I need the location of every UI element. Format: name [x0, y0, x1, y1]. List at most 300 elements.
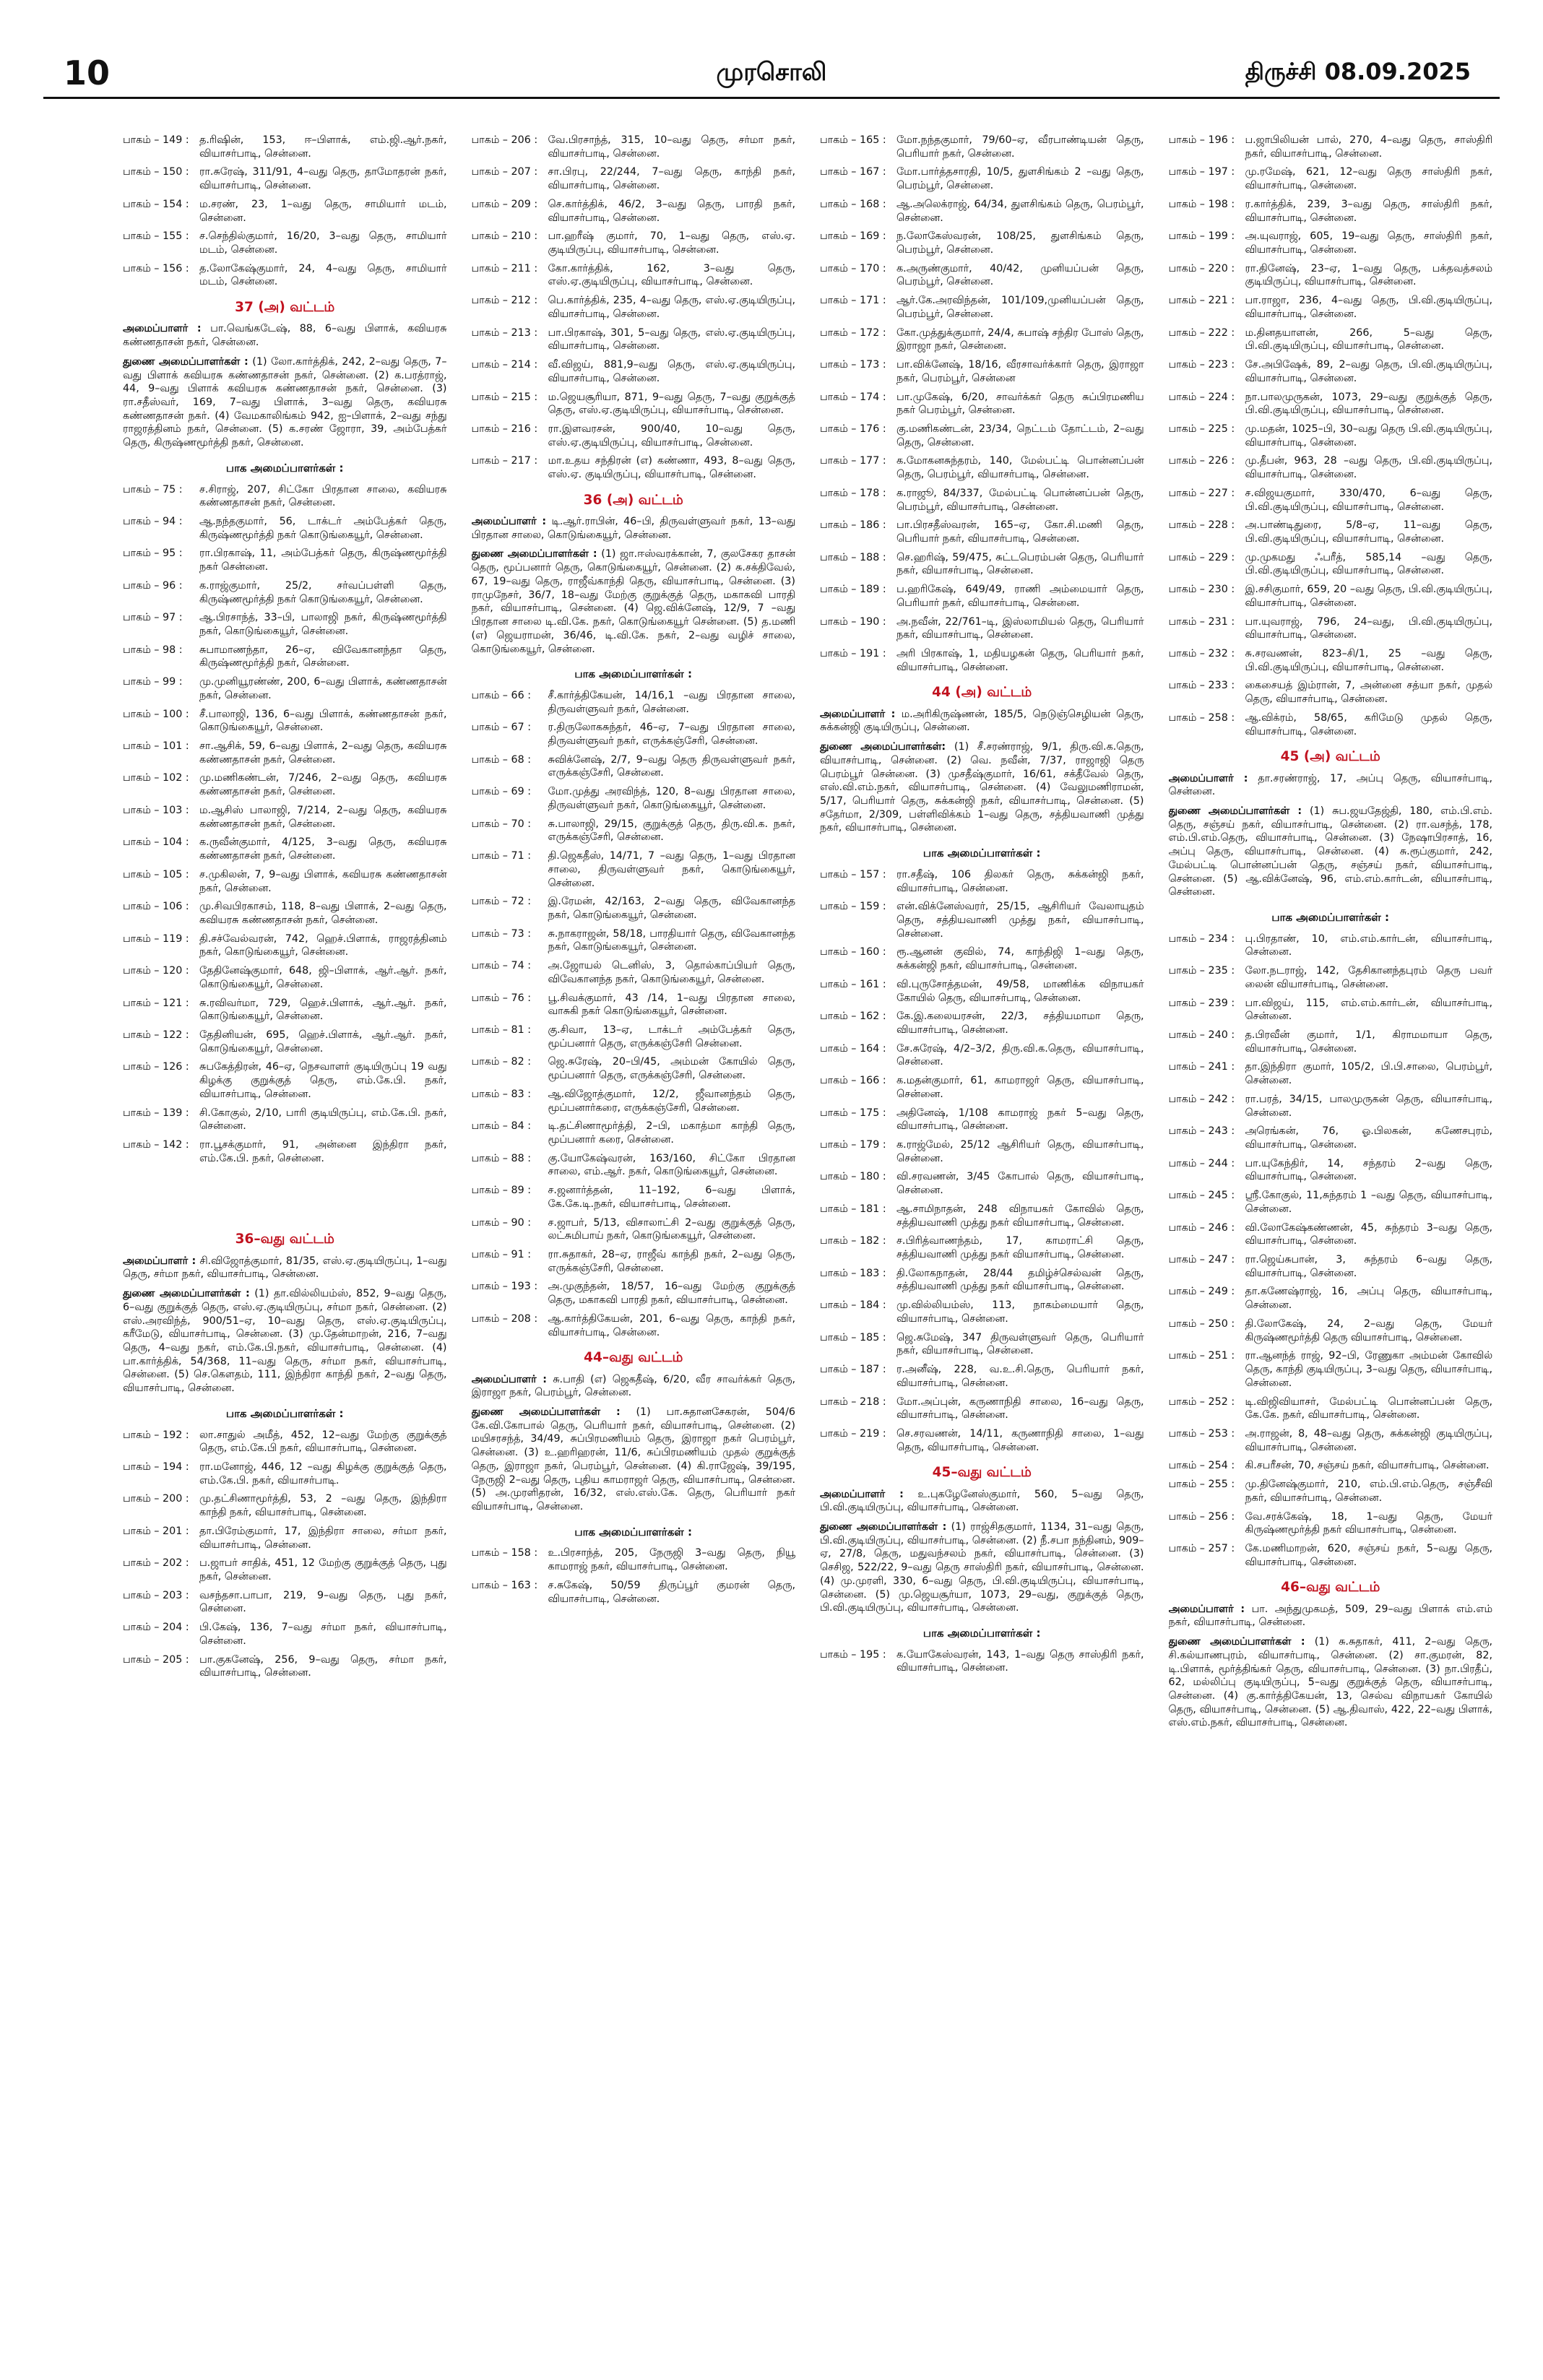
columns: [123, 134, 1492, 2358]
list-item: [123, 1653, 447, 1680]
deputy-organizers: துணை அமைப்பாளர்கள் : (1) ஜா.ஈஸ்வரக்கான், 7, குலசேகர தாசன் தெரு, மூப்பனார் தெரு, கொடுங்கையூர், சென்னை. (2) சு.சக்திவேல், 67, 19–வது தெரு, ராஜீவ்காந்தி தெரு, வியாசர்பாடி, சென்னை. (3) ராமுநேசர், 36/7, 18–வது மேற்கு குறுக்குத் தெரு, மகாகவி பாரதி நகர், வியாசர்பாடி, சென்னை. (4) ஜெ.விக்னேஷ், 12/9, 7 –வது பிரதான சாலை டி.வி.கே. நகர், கொடுங்கையூர் சென்னை. (5) த.மணி (எ) ஜெயராமன், 36/46, டி.வி.கே. நகர், 2–வது வழிச் சாலை, கொடுங்கையூர், சென்னை.: [471, 548, 795, 655]
list-item: [1169, 1253, 1493, 1280]
part-number: பாகம் – 188 :: [820, 551, 886, 563]
member-details: இ.ரேமன், 42/163, 2–வது தெரு, விவேகானந்த நகர், கொடுங்கையூர், சென்னை.: [548, 896, 795, 921]
part-number: பாகம் – 195 :: [820, 1648, 886, 1661]
listing: [472, 1546, 796, 1606]
member-details: பா.முகேஷ், 6/20, சாவர்க்கர் தெரு சுப்பிரமணிய நகர் பெரம்பூர், சென்னை.: [896, 391, 1144, 417]
part-number: பாகம் – 84 :: [471, 1120, 532, 1133]
member-details: ஜெ.சுமேஷ், 347 திருவள்ளுவர் தெரு, பெரியார் நகர், வியாசர்பாடி, சென்னை.: [896, 1331, 1144, 1357]
part-number: பாகம் – 167 :: [820, 166, 886, 178]
member-details: மு.வில்லியம்ஸ், 113, நாகம்மையார் தெரு, வியாசர்பாடி, சென்னை.: [896, 1299, 1144, 1325]
organizer: அமைப்பாளர் : டி.ஆர்.ராபின், 46–பி, திருவள்ளுவர் நகர், 13–வது பிரதான சாலை, கொடுங்கையூர், சென்னை.: [471, 516, 795, 541]
part-number: பாகம் – 139 :: [123, 1107, 189, 1119]
part-number: பாகம் – 95 :: [123, 548, 183, 560]
part-number: பாகம் – 96 :: [123, 579, 183, 592]
list-item: [1169, 1157, 1493, 1184]
part-number: பாகம் – 165 :: [820, 134, 886, 146]
list-item: [123, 1461, 447, 1487]
part-number: பாகம் – 66 :: [471, 689, 532, 701]
list-item: [820, 868, 1144, 895]
deputy-organizers: துணை அமைப்பாளர்கள் : (1) சுப.ஜயதேஜ்தி, 180, எம்.பி.எம். தெரு, சஞ்சய் நகர், வியாசர்பாடி, சென்னை. (2) ரா.வசந்த், 178, எம்.பி.எம்.தெரு, வியாசர்பாடி, சென்னை. (3) நேஷாபிரசாத், 16, அப்பு தெரு, வியாசர்பாடி, சென்னை. (4) சு.ரூப்குமார், 242, மேல்பட்டி பொன்னப்பன் தெரு, சஞ்சய் நகர், வியாசர்பாடி, சென்னை. (5) ஆ.விக்னேஷ், 96, எம்.எம்.கார்டன், வியாசர்பாடி, சென்னை.: [1168, 805, 1492, 899]
member-details: கு.யோகேஷ்வரன், 163/160, சிட்கோ பிரதான சாலை, எம்.ஆர். நகர், கொடுங்கையூர், சென்னை.: [548, 1152, 795, 1178]
member-details: தா.பிரேம்குமார், 17, இந்திரா சாலை, சர்மா நகர், வியாசர்பாடி, சென்னை.: [199, 1525, 447, 1551]
member-details: சா.பிரபு, 22/244, 7–வது தெரு, காந்தி நகர், வியாசர்பாடி, சென்னை.: [548, 166, 795, 192]
list-item: [123, 997, 447, 1024]
part-number: பாகம் – 181 :: [820, 1203, 886, 1215]
part-number: பாகம் – 207 :: [471, 166, 538, 178]
list-item: [820, 647, 1144, 674]
listing: [820, 134, 1144, 674]
member-details: ச.சுகேஷ், 50/59 திருப்பூர் குமரன் தெரு, வியாசர்பாடி, சென்னை.: [548, 1579, 795, 1605]
list-item: [472, 1216, 796, 1243]
part-number: பாகம் – 208 :: [471, 1312, 538, 1325]
member-details: ர.கார்த்திக், 239, 3–வது தெரு, சாஸ்திரி நகர், வியாசர்பாடி, சென்னை.: [1245, 198, 1492, 224]
member-details: கி.சபரீசன், 70, சஞ்சய் நகர், வியாசர்பாடி, சென்னை.: [1245, 1460, 1490, 1472]
list-item: [472, 959, 796, 986]
part-number: பாகம் – 99 :: [123, 676, 183, 688]
part-number: பாகம் – 90 :: [471, 1216, 532, 1229]
organizer: அமைப்பாளர் : பா.வெங்கடேஷ், 88, 6–வது பிளாக், கவியரசு கண்ணதாசன் நகர், சென்னை.: [123, 323, 447, 349]
member-details: சே.அபிஷேக், 89, 2–வது தெரு, பி.வி.குடியிருப்பு, வியாசர்பாடி, சென்னை.: [1245, 359, 1492, 384]
list-item: [820, 358, 1144, 385]
list-item: [472, 1248, 796, 1275]
part-number: பாகம் – 229 :: [1168, 551, 1235, 563]
list-item: [123, 1621, 447, 1648]
list-item: [1169, 1459, 1493, 1473]
list-item: [820, 391, 1144, 417]
part-number: பாகம் – 219 :: [820, 1427, 886, 1440]
member-details: பா.யுகேந்திர், 14, சந்தரம் 2–வது தெரு, வியாசர்பாடி, சென்னை.: [1245, 1157, 1492, 1183]
part-number: பாகம் – 70 :: [471, 818, 532, 830]
member-details: சு.நாகராஜன், 58/18, பாரதியார் தெரு, விவேகானந்த நகர், கொடுங்கையூர், சென்னை.: [548, 927, 795, 953]
list-item: [123, 198, 447, 225]
member-details: கைசையத் இம்ரான், 7, அன்னை சத்யா நகர், முதல் தெரு, வியாசர்பாடி, சென்னை.: [1245, 680, 1492, 706]
list-item: [1169, 519, 1493, 545]
member-details: மு.தட்சிணாமூர்த்தி, 53, 2 –வது தெரு, இந்திரா காந்தி நகர், வியாசர்பாடி, சென்னை.: [199, 1493, 447, 1519]
member-details: ச.விஜயகுமார், 330/470, 6–வது தெரு, பி.வி.குடியிருப்பு, வியாசர்பாடி, சென்னை.: [1245, 487, 1492, 513]
list-item: [472, 326, 796, 353]
list-item: [472, 1088, 796, 1115]
listing: [472, 134, 796, 482]
list-item: [123, 708, 447, 735]
list-item: [1169, 615, 1493, 642]
member-details: ச.சிராஜ், 207, சிட்கோ பிரதான சாலை, கவியரசு கண்ணதாசன் நகர், சென்னை.: [199, 483, 447, 509]
list-item: [820, 1395, 1144, 1422]
member-details: ரா.ஆனந்த் ராஜ், 92–பி, ரேணுகா அம்மன் கோவில் தெரு, காந்தி குடியிருப்பு, 3–வது தெரு, வியாசர்பாடி, சென்னை.: [1245, 1350, 1492, 1389]
part-number: பாகம் – 81 :: [471, 1024, 532, 1036]
list-item: [820, 1427, 1144, 1454]
part-number: பாகம் – 122 :: [123, 1029, 189, 1041]
part-number: பாகம் – 215 :: [471, 391, 538, 403]
member-details: தி.லோகேஷ், 24, 2–வது தெரு, மேயர் கிருஷ்ணமூர்த்தி தெரு வியாசர்பாடி, சென்னை.: [1245, 1317, 1492, 1343]
list-item: [472, 423, 796, 449]
listing: [1169, 134, 1493, 738]
list-item: [123, 964, 447, 991]
part-number: பாகம் – 159 :: [820, 901, 886, 913]
member-details: ஆ.நந்தகுமார், 56, டாக்டர் அம்பேத்கர் தெரு, கிருஷ்ணமூர்த்தி நகர் கொடுங்கையூர், சென்னை.: [199, 515, 447, 541]
member-details: தேதினியன், 695, ஹெச்.பிளாக், ஆர்.ஆர். நகர், கொடுங்கையூர், சென்னை.: [199, 1029, 447, 1055]
member-details: க.அருண்குமார், 40/42, முனியப்பன் தெரு, பெரம்பூர், சென்னை.: [896, 262, 1144, 288]
part-number: பாகம் – 187 :: [820, 1364, 886, 1376]
part-number: பாகம் – 74 :: [471, 960, 532, 972]
part-number: பாகம் – 67 :: [471, 722, 532, 734]
member-details: தா.கணேஷ்ராஜ், 16, அப்பு தெரு, வியாசர்பாடி, சென்னை.: [1245, 1286, 1492, 1312]
member-details: த.பிரவீன் குமார், 1/1, கிராமமாயா தெரு, வியாசர்பாடி, சென்னை.: [1245, 1029, 1492, 1055]
member-details: ஆ.சாமிநாதன், 248 விநாயகர் கோவில் தெரு, சத்தியவாணி முத்து நகர் வியாசர்பாடி, சென்னை.: [896, 1203, 1144, 1229]
part-number: பாகம் – 156 :: [123, 262, 189, 274]
member-details: சா.ஆசிக், 59, 6–வது பிளாக், 2–வது தெரு, கவியரசு கண்ணதாசன் நகர், சென்னை.: [199, 740, 447, 766]
list-item: [123, 134, 447, 160]
part-number: பாகம் – 68 :: [471, 753, 532, 766]
part-number: பாகம் – 253 :: [1168, 1427, 1235, 1440]
list-item: [472, 1579, 796, 1606]
section-subheading: பாக அமைப்பாளர்கள் :: [574, 667, 693, 681]
organizer: அமைப்பாளர் : சி.விஜோத்குமார், 81/35, எஸ்.ஏ.குடியிருப்பு, 1–வது தெரு, சர்மா நகர், வியாசர்பாடி, சென்னை.: [123, 1255, 447, 1281]
listing: [820, 868, 1144, 1455]
organizer: அமைப்பாளர் : தா.சரண்ராஜ், 17, அப்பு தெரு, வியாசர்பாடி, சென்னை.: [1168, 772, 1492, 798]
list-item: [123, 1429, 447, 1455]
list-item: [1169, 1221, 1493, 1248]
part-number: பாகம் – 203 :: [123, 1589, 189, 1601]
member-details: டி.விஜிவியாசர், மேல்பட்டி பொன்னப்பன் தெரு, கே.கே. நகர், வியாசர்பாடி, சென்னை.: [1245, 1395, 1492, 1421]
member-details: ஆ.பிரசாந்த், 33–பி, பாலாஜி நகர், கிருஷ்ணமூர்த்தி நகர், கொடுங்கையூர், சென்னை.: [199, 612, 447, 637]
member-details: க.ராஜூ, 84/337, மேல்பட்டி பொன்னப்பன் தெரு, பெரம்பூர், வியாசர்பாடி, சென்னை.: [896, 487, 1144, 513]
part-number: பாகம் – 98 :: [123, 644, 183, 656]
part-number: பாகம் – 239 :: [1168, 997, 1235, 1009]
member-details: ரா.இளவரசன், 900/40, 10–வது தெரு, எஸ்.ஏ.குடியிருப்பு, வியாசர்பாடி, சென்னை.: [548, 423, 795, 449]
list-item: [123, 868, 447, 895]
ward-heading: 46–வது வட்டம்: [1281, 1580, 1380, 1596]
part-number: பாகம் – 206 :: [471, 134, 538, 146]
part-number: பாகம் – 212 :: [471, 295, 538, 307]
part-number: பாகம் – 170 :: [820, 262, 886, 274]
part-number: பாகம் – 202 :: [123, 1557, 189, 1570]
member-details: ரா.சதீஷ், 106 திலகர் தெரு, சுக்கன்ஜி நகர், வியாசர்பாடி, சென்னை.: [896, 868, 1144, 894]
part-number: பாகம் – 75 :: [123, 483, 183, 496]
member-details: ச.செந்தில்குமார், 16/20, 3–வது தெரு, சாமியார் மடம், சென்னை.: [199, 230, 447, 256]
list-item: [472, 1120, 796, 1146]
part-number: பாகம் – 242 :: [1168, 1093, 1235, 1105]
part-number: பாகம் – 104 :: [123, 836, 189, 849]
part-number: பாகம் – 247 :: [1168, 1254, 1235, 1266]
member-details: ர.அனீஷ், 228, வ.உ.சி.தெரு, பெரியார் நகர், வியாசர்பாடி, சென்னை.: [896, 1364, 1144, 1389]
member-details: சு.பாலாஜி, 29/15, குறுக்குத் தெரு, திரு.வி.க. நகர், எருக்கஞ்சேரி, சென்னை.: [548, 818, 795, 844]
list-item: [1169, 165, 1493, 192]
list-item: [820, 900, 1144, 940]
member-details: மோ.பார்த்தசாரதி, 10/5, துளசிங்கம் 2 –வது தெரு, பெரம்பூர், சென்னை.: [896, 166, 1144, 192]
member-details: உ.பிரசாந்த், 205, நேருஜி 3–வது தெரு, நியூ காமராஜ் நகர், வியாசர்பாடி, சென்னை.: [548, 1547, 795, 1573]
list-item: [123, 1138, 447, 1165]
member-details: ச.ஜனார்த்தன், 11–192, 6–வது பிளாக், கே.கே.டி.நகர், வியாசர்பாடி, சென்னை.: [548, 1185, 795, 1210]
part-number: பாகம் – 142 :: [123, 1139, 189, 1151]
listing: [1169, 932, 1493, 1570]
part-number: பாகம் – 89 :: [471, 1185, 532, 1197]
part-number: பாகம் – 101 :: [123, 740, 189, 753]
list-item: [1169, 454, 1493, 481]
listing: [820, 1648, 1144, 1675]
list-item: [472, 262, 796, 289]
list-item: [820, 1331, 1144, 1358]
column-4: [1169, 134, 1493, 2358]
member-details: பா.விக்னேஷ், 18/16, வீரசாவர்க்கார் தெரு, இராஜா நகர், பெரம்பூர், சென்னை: [896, 359, 1144, 384]
part-number: பாகம் – 225 :: [1168, 423, 1235, 435]
list-item: [472, 785, 796, 812]
part-number: பாகம் – 72 :: [471, 896, 532, 908]
part-number: பாகம் – 164 :: [820, 1042, 886, 1055]
member-details: அ.பாண்டிதுரை, 5/8–ஏ, 11–வது தெரு, பி.வி.குடியிருப்பு, வியாசர்பாடி, சென்னை.: [1245, 519, 1492, 545]
member-details: நா.பாலமுருகன், 1073, 29–வது குறுக்குத் தெரு, பி.வி.குடியிருப்பு, வியாசர்பாடி, சென்னை.: [1245, 391, 1492, 417]
list-item: [472, 1152, 796, 1179]
part-number: பாகம் – 174 :: [820, 391, 886, 403]
part-number: பாகம் – 257 :: [1168, 1542, 1235, 1554]
section-subheading: பாக அமைப்பாளர்கள் :: [1271, 911, 1390, 925]
part-number: பாகம் – 149 :: [123, 134, 189, 146]
part-number: பாகம் – 241 :: [1168, 1061, 1235, 1073]
part-number: பாகம் – 162 :: [820, 1011, 886, 1023]
list-item: [1169, 1510, 1493, 1537]
part-number: பாகம் – 126 :: [123, 1061, 189, 1073]
part-number: பாகம் – 256 :: [1168, 1510, 1235, 1523]
part-number: பாகம் – 91 :: [471, 1249, 532, 1261]
list-item: [123, 932, 447, 959]
part-number: பாகம் – 88 :: [471, 1152, 532, 1164]
part-number: பாகம் – 180 :: [820, 1171, 886, 1183]
list-item: [472, 134, 796, 160]
part-number: பாகம் – 154 :: [123, 198, 189, 210]
list-item: [1169, 262, 1493, 289]
deputy-organizers: துணை அமைப்பாளர்கள் : (1) பா.சுதானசேகரன், 504/6 கே.வி.கோபால் தெரு, பெரியார் நகர், வியாசர்பாடி, சென்னை. (2) மயிசரசந்த், 34/49, சுப்பிரமணியம் தெரு, இராஜா நகர் பெரம்பூர், சென்னை. (3) உ.ஹரிஹரன், 11/6, சுப்பிரமணியம் முதல் குறுக்குத் தெரு, இராஜா நகர், பெரம்பூர், சென்னை. (4) கி.ராஜேஷ், 39/195, நேருஜி 2–வது தெரு, புதிய காமராஜர் தெரு, வியாசர்பாடி, சென்னை. (5) அ.முரளிதரன், 16/32, எஸ்.எஸ்.கே. தெரு, பெரியார் நகர் வியாசர்பாடி, சென்னை.: [471, 1406, 795, 1513]
member-details: பா.பிரகாஷ், 301, 5–வது தெரு, எஸ்.ஏ.குடியிருப்பு, வியாசர்பாடி, சென்னை.: [548, 326, 795, 352]
list-item: [820, 1234, 1144, 1261]
member-details: சே.சுரேஷ், 4/2–3/2, திரு.வி.க.தெரு, வியாசர்பாடி, சென்னை.: [896, 1042, 1144, 1068]
list-item: [123, 1492, 447, 1519]
part-number: பாகம் – 179 :: [820, 1139, 886, 1151]
list-item: [820, 1042, 1144, 1069]
part-number: பாகம் – 232 :: [1168, 648, 1235, 659]
member-details: மா.உதய சந்திரன் (எ) கண்ணா, 493, 8–வது தெரு, எஸ்.ஏ. குடியிருப்பு, வியாசர்பாடி, சென்னை.: [548, 455, 795, 481]
section-subheading: பாக அமைப்பாளர்கள் :: [225, 461, 344, 475]
member-details: த.லோகேஷ்குமார், 24, 4–வது தெரு, சாமியார் மடம், சென்னை.: [199, 262, 447, 288]
part-number: பாகம் – 254 :: [1168, 1460, 1235, 1472]
part-number: பாகம் – 191 :: [820, 648, 886, 659]
member-details: அ.நவீன், 22/761–டி, இஸ்லாமியல் தெரு, பெரியார் நகர், வியாசர்பாடி, சென்னை.: [896, 615, 1144, 641]
column-3: [820, 134, 1144, 2358]
member-details: ரா.பரத், 34/15, பாலமுருகன் தெரு, வியாசர்பாடி, சென்னை.: [1245, 1093, 1492, 1119]
part-number: பாகம் – 193 :: [471, 1281, 538, 1293]
part-number: பாகம் – 161 :: [820, 978, 886, 990]
member-details: மோ.முத்து அரவிந்த், 120, 8–வது பிரதான சாலை, திருவள்ளுவர் நகர், கொடுங்கையூர், சென்னை.: [548, 786, 795, 811]
list-item: [820, 1203, 1144, 1229]
part-number: பாகம் – 105 :: [123, 868, 189, 880]
list-item: [1169, 551, 1493, 578]
member-details: செ.கார்த்திக், 46/2, 3–வது தெரு, பாரதி நகர், வியாசர்பாடி, சென்னை.: [548, 198, 795, 224]
list-item: [123, 1525, 447, 1552]
member-details: பா.ராஜா, 236, 4–வது தெரு, பி.வி.குடியிருப்பு, வியாசர்பாடி, சென்னை.: [1245, 295, 1492, 320]
member-details: மு.தினேஷ்குமார், 210, எம்.பி.எம்.தெரு, சஞ்சீவி நகர், வியாசர்பாடி, சென்னை.: [1245, 1479, 1492, 1504]
list-item: [1169, 1093, 1493, 1120]
part-number: பாகம் – 120 :: [123, 965, 189, 977]
list-item: [472, 689, 796, 716]
list-item: [472, 1312, 796, 1339]
deputy-organizers: துணை அமைப்பாளர்கள் : (1) தா.வில்லியம்ஸ், 852, 9–வது தெரு, 6–வது குறுக்குத் தெரு, எஸ்.ஏ.குடியிருப்பு, சர்மா நகர், சென்னை. (2) எஸ்.அரவிந்த், 900/51–ஏ, 10–வது தெரு, எஸ்.ஏ.குடியிருப்பு, கரீமேடு, வியாசர்பாடி, சென்னை. (3) மு.தேன்மாறன், 216, 7–வது தெரு, 4–வது நகர், எம்.கே.பி.நகர், வியாசர்பாடி, சென்னை. (4) பா.கார்த்திக், 54/368, 11–வது தெரு, சர்மா நகர், வியாசர்பாடி, சென்னை. (5) செ.கௌதம், 111, இந்திரா காந்தி நகர், 2–வது தெரு, வியாசர்பாடி, சென்னை.: [123, 1288, 447, 1395]
list-item: [1169, 1349, 1493, 1390]
deputy-organizers: துணை அமைப்பாளர்கள்: (1) சீ.சரண்ராஜ், 9/1, திரு.வி.க.தெரு, வியாசர்பாடி, சென்னை. (2) வெ. நவீன், 7/37, ராஜாஜி தெரு பெரம்பூர் சென்னை. (3) முசதீஷ்குமார், 16/61, சக்தீவேல் தெரு, எஸ்.வி.எம்.நகர், வியாசர்பாடி, சென்னை. (4) வேலுமணிராமன், 5/17, பெரியார் தெரு, சுக்கன்ஜி நகர், வியாசர்பாடி, சென்னை. (5) சதேர்மா, 2/309, பள்ளிவிக்கம் 1–வது தெரு, சத்தியவாணி முத்து நகர், வியாசர்பாடி, சென்னை.: [820, 741, 1144, 834]
ward-heading: 36–வது வட்டம்: [235, 1232, 334, 1247]
part-number: பாகம் – 210 :: [471, 230, 538, 243]
member-details: லோ.நடராஜ், 142, தேசிகானந்தபுரம் தெரு பவர் லைன் வியாசர்பாடி, சென்னை.: [1245, 965, 1492, 990]
part-number: பாகம் – 189 :: [820, 584, 886, 596]
part-number: பாகம் – 94 :: [123, 515, 183, 527]
part-number: பாகம் – 119 :: [123, 932, 189, 945]
member-details: வசந்தசா.பாபா, 219, 9–வது தெரு, புது நகர், சென்னை.: [199, 1589, 447, 1615]
member-details: ரா.சுதாகர், 28–ஏ, ராஜீவ் காந்தி நகர், 2–வது தெரு, எருக்கஞ்சேரி, சென்னை.: [548, 1249, 795, 1274]
deputy-organizers: துணை அமைப்பாளர்கள் : (1) சு.சுதாகர், 411, 2–வது தெரு, சி.கல்யாணபுரம், வியாசர்பாடி, சென்னை. (2) சா.குமரன், 82, டி.பிளாக், மூர்த்திங்கர் தெரு, வியாசர்பாடி, சென்னை. (3) நா.பிரதீப், 62, மல்லிப்பு குடியிருப்பு, 5–வது குறுக்குத் தெரு, வியாசர்பாடி, சென்னை. (4) கு.கார்த்திகேயன், 13, செல்வ விநாயகர் கோயில் தெரு, வியாசர்பாடி, சென்னை. (5) ஆ.திவாஸ், 422, 22–வது பிளாக், எஸ்.எம்.நகர், வியாசர்பாடி, சென்னை.: [1168, 1636, 1492, 1729]
list-item: [820, 1267, 1144, 1294]
listing: [123, 134, 447, 289]
list-item: [123, 1107, 447, 1133]
member-details: ஸ்ரீ.கோகுல், 11,சுந்தரம் 1 –வது தெரு, வியாசர்பாடி, சென்னை.: [1245, 1190, 1492, 1215]
list-item: [820, 454, 1144, 481]
member-details: லா.சாதுல் அமீத், 452, 12–வது மேற்கு குறுக்குத் தெரு, எம்.கே.பி நகர், வியாசர்பாடி, சென்னை.: [199, 1429, 447, 1455]
member-details: ம.சரண், 23, 1–வது தெரு, சாமியார் மடம், சென்னை.: [199, 198, 447, 224]
part-number: பாகம் – 244 :: [1168, 1157, 1235, 1169]
member-details: ஆ.கார்த்திகேயன், 201, 6–வது தெரு, காந்தி நகர், வியாசர்பாடி, சென்னை.: [548, 1312, 795, 1338]
section-subheading: பாக அமைப்பாளர்கள் :: [922, 1627, 1041, 1640]
part-number: பாகம் – 226 :: [1168, 455, 1235, 467]
list-item: [1169, 647, 1493, 674]
member-details: க.மதன்குமார், 61, காமராஜர் தெரு, வியாசர்பாடி, சென்னை.: [896, 1075, 1144, 1100]
member-details: ப.ஜாபர் சாதிக், 451, 12 மேற்கு குறுக்குத் தெரு, புது நகர், சென்னை.: [199, 1557, 447, 1583]
part-number: பாகம் – 171 :: [820, 295, 886, 307]
member-details: மு.சிவபிரகாசம், 118, 8–வது பிளாக், 2–வது தெரு, கவியரசு கண்ணதாசன் நகர், சென்னை.: [199, 901, 447, 926]
list-item: [1169, 711, 1493, 738]
member-details: தி.லோகநாதன், 28/44 தமிழ்ச்செல்வன் தெரு, சத்தியவாணி முத்து நகர் வியாசர்பாடி, சென்னை.: [896, 1267, 1144, 1293]
list-item: [472, 992, 796, 1018]
part-number: பாகம் – 243 :: [1168, 1125, 1235, 1138]
member-details: சீ.பாலாஜி, 136, 6–வது பிளாக், கண்ணதாசன் நகர், கொடுங்கையூர், சென்னை.: [199, 708, 447, 734]
list-item: [472, 818, 796, 844]
member-details: சுவிக்னேஷ், 2/7, 9–வது தெரு திருவள்ளுவர் நகர், எருக்கஞ்சேரி, சென்னை.: [548, 753, 795, 779]
listing: [472, 689, 796, 1339]
list-item: [123, 579, 447, 606]
ward-heading: 45 (அ) வட்டம்: [1280, 749, 1380, 765]
part-number: பாகம் – 69 :: [471, 786, 532, 798]
member-details: க.ருவீன்குமார், 4/125, 3–வது தெரு, கவியரசு கண்ணதாசன் நகர், சென்னை.: [199, 836, 447, 862]
part-number: பாகம் – 160 :: [820, 946, 886, 959]
ward-heading: 36 (அ) வட்டம்: [583, 492, 683, 508]
part-number: பாகம் – 157 :: [820, 868, 886, 880]
list-item: [472, 198, 796, 225]
member-details: கோ.முத்துக்குமார், 24/4, சுபாஷ் சந்திர போஸ் தெரு, இராஜா நகர், சென்னை.: [896, 326, 1144, 352]
member-details: பு.பிரதாண், 10, எம்.எம்.கார்டன், வியாசர்பாடி, சென்னை.: [1245, 932, 1492, 959]
member-details: ர.திருலோகசுந்தர், 46–ஏ, 7–வது பிரதான சாலை, திருவள்ளுவர் நகர், எருக்கஞ்சேரி, சென்னை.: [548, 722, 795, 748]
dateline: திருச்சி 08.09.2025: [1245, 58, 1471, 85]
list-item: [123, 1589, 447, 1616]
list-item: [1169, 1029, 1493, 1055]
list-item: [472, 358, 796, 385]
ward-heading: 45–வது வட்டம்: [932, 1465, 1032, 1481]
listing: [123, 1429, 447, 1681]
member-details: ஆ.அலெக்ராஜ், 64/34, துளசிங்கம் தெரு, பெரம்பூர், சென்னை.: [896, 198, 1144, 224]
member-details: வே.பிரசாந்த், 315, 10–வது தெரு, சர்மா நகர், வியாசர்பாடி, சென்னை.: [548, 134, 795, 160]
list-item: [123, 611, 447, 638]
list-item: [1169, 1317, 1493, 1344]
list-item: [820, 326, 1144, 353]
list-item: [820, 230, 1144, 256]
part-number: பாகம் – 175 :: [820, 1107, 886, 1119]
part-number: பாகம் – 97 :: [123, 612, 183, 624]
list-item: [1169, 391, 1493, 417]
part-number: பாகம் – 231 :: [1168, 615, 1235, 628]
list-item: [1169, 198, 1493, 225]
part-number: பாகம் – 196 :: [1168, 134, 1235, 146]
part-number: பாகம் – 227 :: [1168, 487, 1235, 499]
member-details: மு.மதன், 1025–பி, 30–வது தெரு பி.வி.குடியிருப்பு, வியாசர்பாடி, சென்னை.: [1245, 423, 1492, 449]
list-item: [1169, 964, 1493, 991]
member-details: பா.குகனேஷ், 256, 9–வது தெரு, சர்மா நகர், வியாசர்பாடி, சென்னை.: [199, 1653, 447, 1679]
member-details: ரா.பிரகாஷ், 11, அம்பேத்கர் தெரு, கிருஷ்ணமூர்த்தி நகர் சென்னை.: [199, 548, 447, 574]
list-item: [472, 294, 796, 321]
member-details: பெ.கார்த்திக், 235, 4–வது தெரு, எஸ்.ஏ.குடியிருப்பு, வியாசர்பாடி, சென்னை.: [548, 295, 795, 320]
part-number: பாகம் – 222 :: [1168, 326, 1235, 339]
list-item: [820, 978, 1144, 1005]
deputy-organizers: துணை அமைப்பாளர்கள் : (1) லோ.கார்த்திக், 242, 2–வது தெரு, 7–வது பிளாக் கவியரசு கண்ணதாசன் நகர், சென்னை. (2) க.பரத்ராஜ், 44, 9–வது பிளாக் கவியரசு கண்ணதாசன் நகர், சென்னை. (3) ரா.சதீஸ்வர், 169, 7–வது பிளாக், 3–வது தெரு, கவியரசு கண்ணதாசன் நகர். (4) வேமகாலிங்கம் 942, ஐ–பிளாக், 2–வது சந்து ராஜரத்தினம் நகர், சென்னை. (5) க.சரண் ஜோரா, 39, அம்பேத்கர் தெரு, கிருஷ்ணமூர்த்தி நகர், சென்னை.: [123, 355, 447, 449]
member-details: பா.பிரசதீஸ்வரன், 165–ஏ, கோ.சி.மணி தெரு, பெரியார் நகர், வியாசர்பாடி, சென்னை.: [896, 519, 1144, 545]
member-details: ந.லோகேஸ்வரன், 108/25, துளசிங்கம் தெரு, பெரம்பூர், சென்னை.: [896, 230, 1144, 256]
member-details: வே.சரக்கேஷ், 18, 1–வது தெரு, மேயர் கிருஷ்ணமூர்த்தி நகர் வியாசர்பாடி, சென்னை.: [1245, 1510, 1492, 1536]
part-number: பாகம் – 150 :: [123, 166, 189, 178]
list-item: [472, 927, 796, 954]
list-item: [820, 1010, 1144, 1037]
part-number: பாகம் – 250 :: [1168, 1317, 1235, 1330]
member-details: பி.கேஷ், 136, 7–வது சர்மா நகர், வியாசர்பாடி, சென்னை.: [199, 1622, 447, 1647]
part-number: பாகம் – 185 :: [820, 1331, 886, 1343]
list-item: [1169, 1427, 1493, 1454]
member-details: சி.கோகுல், 2/10, பாரி குடியிருப்பு, எம்.கே.பி. நகர், சென்னை.: [199, 1107, 447, 1133]
member-details: மோ.நந்தகுமார், 79/60–ஏ, வீரபாண்டியன் தெரு, பெரியார் நகர், சென்னை.: [896, 134, 1144, 160]
part-number: பாகம் – 173 :: [820, 359, 886, 371]
list-item: [472, 1024, 796, 1050]
list-item: [123, 740, 447, 766]
list-item: [820, 519, 1144, 545]
part-number: பாகம் – 220 :: [1168, 262, 1235, 274]
member-details: மு.முகமது ஃபரீத், 585,14 –வது தெரு, பி.வி.குடியிருப்பு, வியாசர்பாடி, சென்னை.: [1245, 551, 1492, 577]
list-item: [1169, 997, 1493, 1024]
part-number: பாகம் – 205 :: [123, 1653, 189, 1666]
organizer: அமைப்பாளர் : பா. அந்துமுகமத், 509, 29–வது பிளாக் எம்.எம் நகர், வியாசர்பாடி, சென்னை.: [1168, 1603, 1492, 1629]
list-item: [123, 165, 447, 192]
organizer: அமைப்பாளர் : உ.புகழேனேஸ்குமார், 560, 5–வது தெரு, பி.வி.குடியிருப்பு, வியாசர்பாடி, சென்னை.: [820, 1488, 1144, 1514]
member-details: சு.சரவணன், 823–சி/1, 25 –வது தெரு, பி.வி.குடியிருப்பு, வியாசர்பாடி, சென்னை.: [1245, 648, 1492, 673]
part-number: பாகம் – 100 :: [123, 708, 189, 720]
column-2: [472, 134, 796, 2358]
list-item: [472, 230, 796, 256]
member-details: அ.ராஜன், 8, 48–வது தெரு, சுக்கன்ஜி குடியிருப்பு, வியாசர்பாடி, சென்னை.: [1245, 1427, 1492, 1453]
part-number: பாகம் – 103 :: [123, 804, 189, 816]
part-number: பாகம் – 158 :: [471, 1547, 538, 1559]
member-details: ம.ஆசிஸ் பாலாஜி, 7/214, 2–வது தெரு, கவியரசு கண்ணதாசன் நகர், சென்னை.: [199, 804, 447, 830]
part-number: பாகம் – 204 :: [123, 1622, 189, 1634]
member-details: ரா.மனோஜ், 446, 12 –வது கிழக்கு குறுக்குத் தெரு, எம்.கே.பி. நகர், வியாசர்பாடி.: [199, 1461, 447, 1487]
part-number: பாகம் – 184 :: [820, 1299, 886, 1312]
part-number: பாகம் – 217 :: [471, 455, 538, 467]
list-item: [1169, 1125, 1493, 1151]
list-item: [123, 230, 447, 256]
list-item: [820, 1170, 1144, 1197]
ward-heading: 44 (அ) வட்டம்: [932, 685, 1032, 701]
list-item: [1169, 423, 1493, 449]
